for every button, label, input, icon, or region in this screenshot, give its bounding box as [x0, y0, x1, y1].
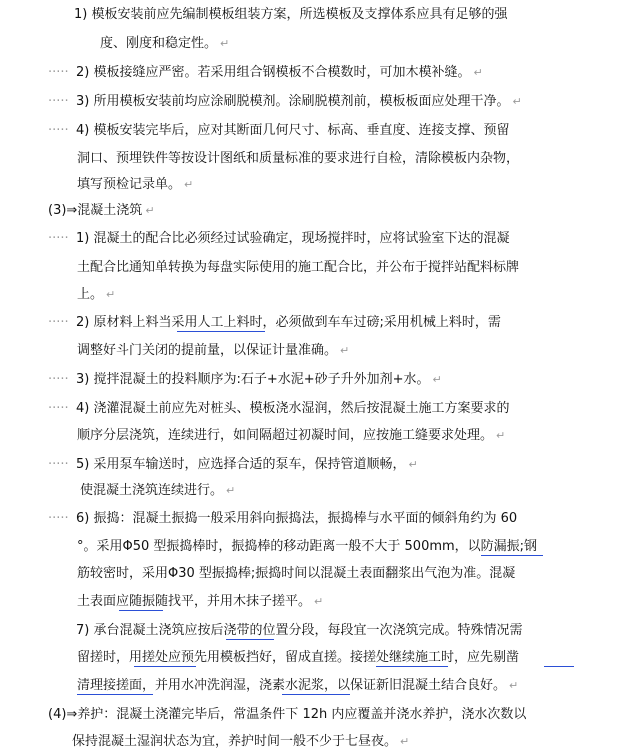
paragraph-mark: ↵	[145, 204, 155, 217]
spellcheck-underline	[77, 675, 153, 695]
text-line: 顺序分层浇筑，连续进行，如间隔超过初凝时间，应按施工缝要求处理。 ↵	[77, 428, 506, 443]
paragraph-mark: ↵	[314, 595, 324, 608]
text-line: 填写预检记录单。 ↵	[77, 177, 194, 192]
leader-dots: ·····	[48, 372, 69, 387]
spellcheck-underline	[481, 536, 543, 556]
text-line: 7) 承台混凝土浇筑应按后浇带的位置分段，每段宜一次浇筑完成。特殊情况需	[0, 620, 627, 642]
paragraph-mark: ↵	[226, 484, 236, 497]
section-heading: (4)⇒养护：混凝土浇灌完毕后，常温条件下 12h 内应覆盖并浇水养护，浇水次数以	[48, 707, 527, 722]
spellcheck-underline	[177, 312, 265, 332]
leader-dots: ·····	[48, 511, 69, 526]
paragraph-mark: ↵	[106, 288, 116, 301]
text-line: 保持混凝土湿润状态为宜，养护时间一般不少于七昼夜。 ↵	[72, 734, 410, 749]
leader-dots: ·····	[48, 123, 69, 138]
paragraph-mark: ↵	[220, 37, 230, 50]
section-heading: (3)⇒混凝土浇筑 ↵	[48, 203, 155, 218]
text-line: ····· 4) 模板安装完毕后，应对其断面几何尺寸、标高、垂直度、连接支撑、预留	[0, 120, 627, 142]
leader-dots: ·····	[48, 65, 69, 80]
text-line: ····· 2) 模板接缝应严密。若采用组合钢模板不合模数时，可加木模补缝。 ↵	[0, 62, 627, 84]
paragraph-mark: ↵	[496, 429, 506, 442]
paragraph-mark: ↵	[340, 344, 350, 357]
text-line: ····· 5) 采用泵车输送时，应选择合适的泵车，保持管道顺畅， ↵	[0, 454, 627, 476]
text-line: 1) 模板安装前应先编制模板组装方案，所选模板及支撑体系应具有足够的强	[74, 7, 508, 22]
text-line: ····· 3) 所用模板安装前均应涂刷脱模剂。涂刷脱模剂前，模板板面应处理干净。 ↵	[0, 91, 627, 113]
leader-dots: ·····	[48, 94, 69, 109]
text-line: 洞口、预埋铁件等按设计图纸和质量标准的要求进行自检，清除模板内杂物，	[77, 151, 520, 166]
paragraph-mark: ↵	[509, 679, 519, 692]
paragraph-mark: ↵	[408, 458, 418, 471]
spellcheck-underline	[226, 620, 274, 640]
leader-dots: ·····	[48, 457, 69, 472]
spellcheck-underline	[376, 647, 448, 667]
paragraph-mark: ↵	[184, 178, 194, 191]
text-line: 调整好斗门关闭的提前量，以保证计量准确。 ↵	[77, 343, 350, 358]
paragraph-mark: ↵	[512, 95, 522, 108]
text-line: 土配合比通知单转换为每盘实际使用的施工配合比，并公布于搅拌站配料标牌	[77, 260, 520, 275]
text-line: ····· 6) 振捣：混凝土振捣一般采用斜向振捣法，振捣棒与水平面的倾斜角约为 60	[0, 508, 627, 530]
spellcheck-underline	[282, 675, 350, 695]
text-line: 使混凝土浇筑连续进行。 ↵	[80, 483, 236, 498]
text-line: ····· 4) 浇灌混凝土前应先对桩头、模板浇水湿润，然后按混凝土施工方案要求的	[0, 398, 627, 420]
text-line: ····· 3) 搅拌混凝土的投料顺序为:石子+水泥+砂子升外加剂+水。 ↵	[0, 369, 627, 391]
paragraph-mark: ↵	[400, 735, 410, 748]
text-line: ····· 2) 原材料上料当采用人工上料时，必须做到车车过磅;采用机械上料时，需	[0, 312, 627, 334]
leader-dots: ·····	[48, 231, 69, 246]
spellcheck-underline	[119, 591, 163, 611]
text-line: 土表面应随振随找平，并用木抹子搓平。 ↵	[0, 591, 627, 613]
leader-dots: ·····	[48, 315, 69, 330]
text-line: °。采用Φ50 型振捣棒时，振捣棒的移动距离一般不大于 500mm，以防漏振;钢	[0, 536, 627, 558]
text-line: 上。 ↵	[77, 287, 116, 302]
leader-dots: ·····	[48, 401, 69, 416]
text-line: ····· 1) 混凝土的配合比必须经过试验确定，现场搅拌时，应将试验室下达的混凝	[0, 228, 627, 250]
paragraph-mark: ↵	[432, 373, 442, 386]
paragraph-mark: ↵	[473, 66, 483, 79]
spellcheck-underline	[544, 647, 574, 667]
text-line: 清理接搓面，并用水冲洗润湿，浇素水泥浆，以保证新旧混凝土结合良好。 ↵	[0, 675, 627, 697]
spellcheck-underline	[134, 647, 196, 667]
text-line: 留搓时，用搓处应预先用模板挡好，留成直搓。接搓处继续施工时，应先剔凿	[0, 647, 627, 669]
text-line: 筋较密时，采用Φ30 型振捣棒;振捣时间以混凝土表面翻浆出气泡为准。混凝	[77, 566, 516, 581]
text-line: 度、刚度和稳定性。 ↵	[100, 36, 230, 51]
